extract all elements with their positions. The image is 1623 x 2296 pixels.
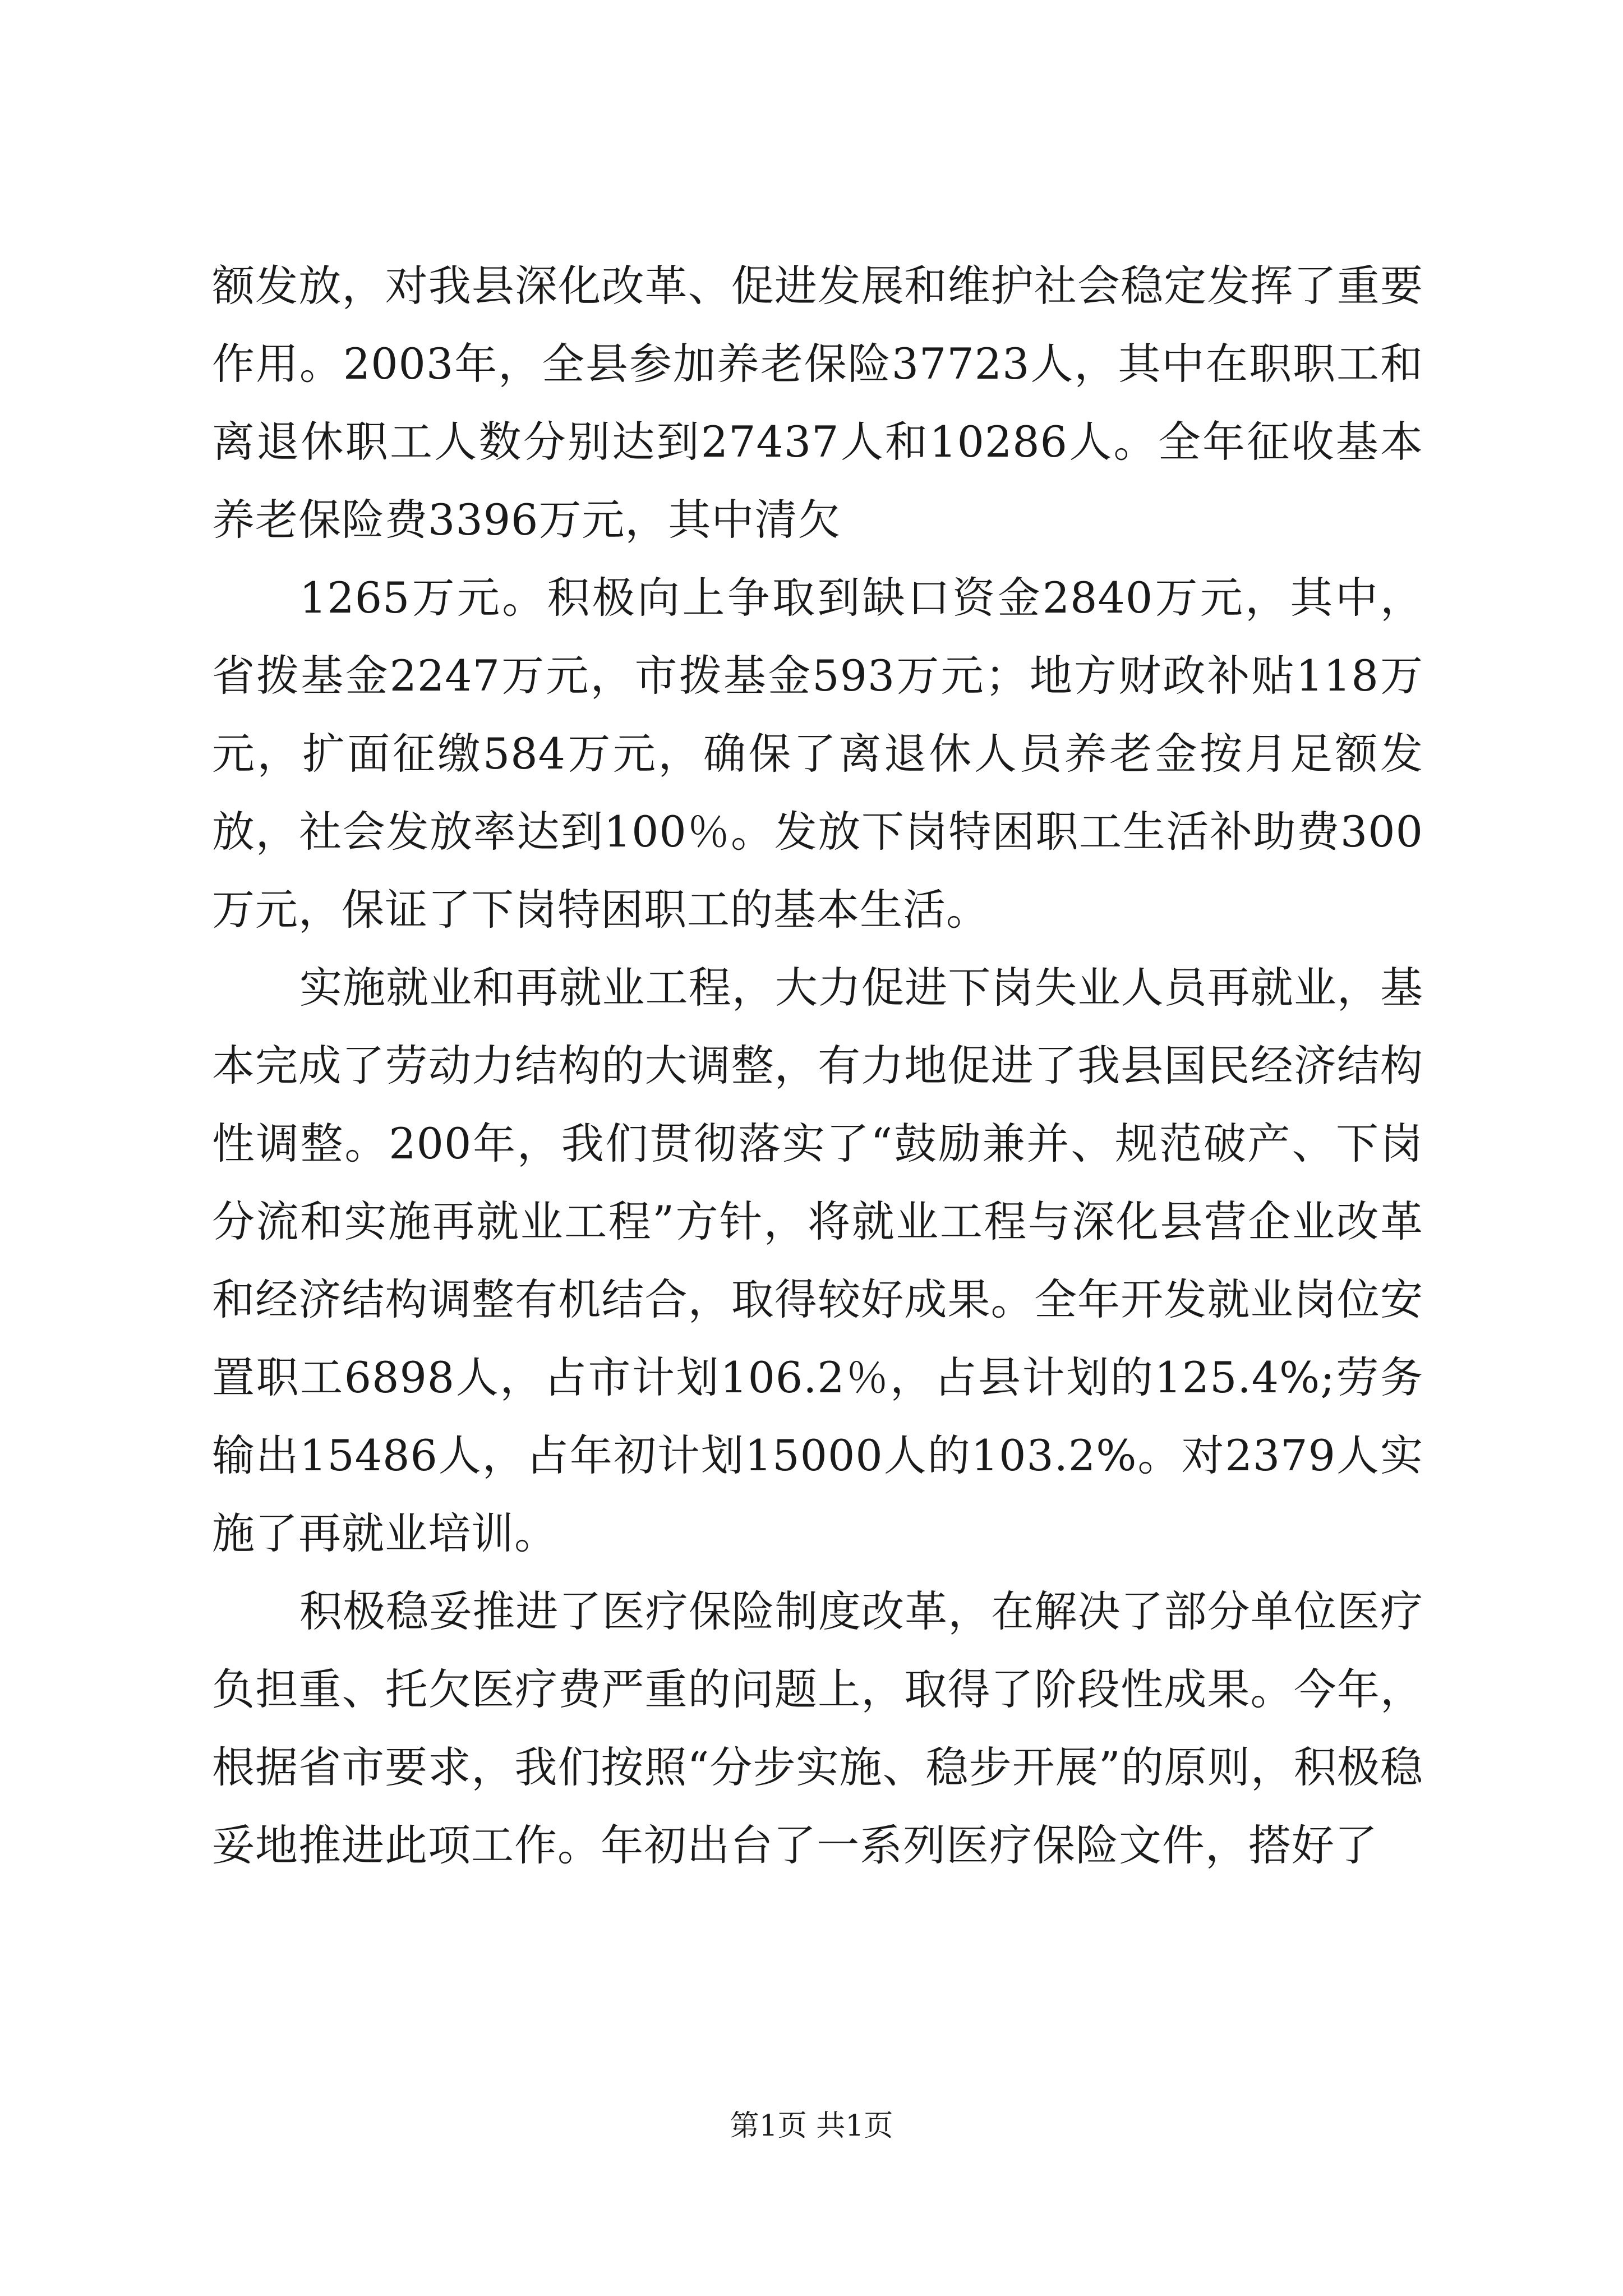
paragraph-pension-continued: 额发放，对我县深化改革、促进发展和维护社会稳定发挥了重要作用。2003年，全县参加养老保险37723人，其中在职职工和离退休职工人数分别达到27437人和10286人。全年征收基本养老保险费3396万元，其中清欠: [212, 261, 1423, 545]
paragraph-medical-insurance: 积极稳妥推进了医疗保险制度改革，在解决了部分单位医疗负担重、托欠医疗费严重的问题上，取得了阶段性成果。今年，根据省市要求，我们按照“分步实施、稳步开展”的原则，积极稳妥地推进此项工作。年初出台了一系列医疗保险文件，搭好了: [212, 1586, 1423, 1870]
document-body: [212, 247, 1423, 1884]
paragraph-pension-funds: 1265万元。积极向上争取到缺口资金2840万元，其中，省拨基金2247万元，市拨基金593万元；地方财政补贴118万元，扩面征缴584万元，确保了离退休人员养老金按月足额发放，社会发放率达到100％。发放下岗特困职工生活补助费300万元，保证了下岗特困职工的基本生活。: [212, 573, 1423, 935]
page-footer: 第1页 共1页: [730, 2109, 893, 2143]
paragraph-reemployment: 实施就业和再就业工程，大力促进下岗失业人员再就业，基本完成了劳动力结构的大调整，有力地促进了我县国民经济结构性调整。200年，我们贯彻落实了“鼓励兼并、规范破产、下岗分流和实施再就业工程”方针，将就业工程与深化县营企业改革和经济结构调整有机结合，取得较好成果。全年开发就业岗位安置职工6898人，占市计划106.2％，占县计划的125.4%;劳务输出15486人，占年初计划15000人的103.2%。对2379人实施了再就业培训。: [212, 963, 1423, 1558]
